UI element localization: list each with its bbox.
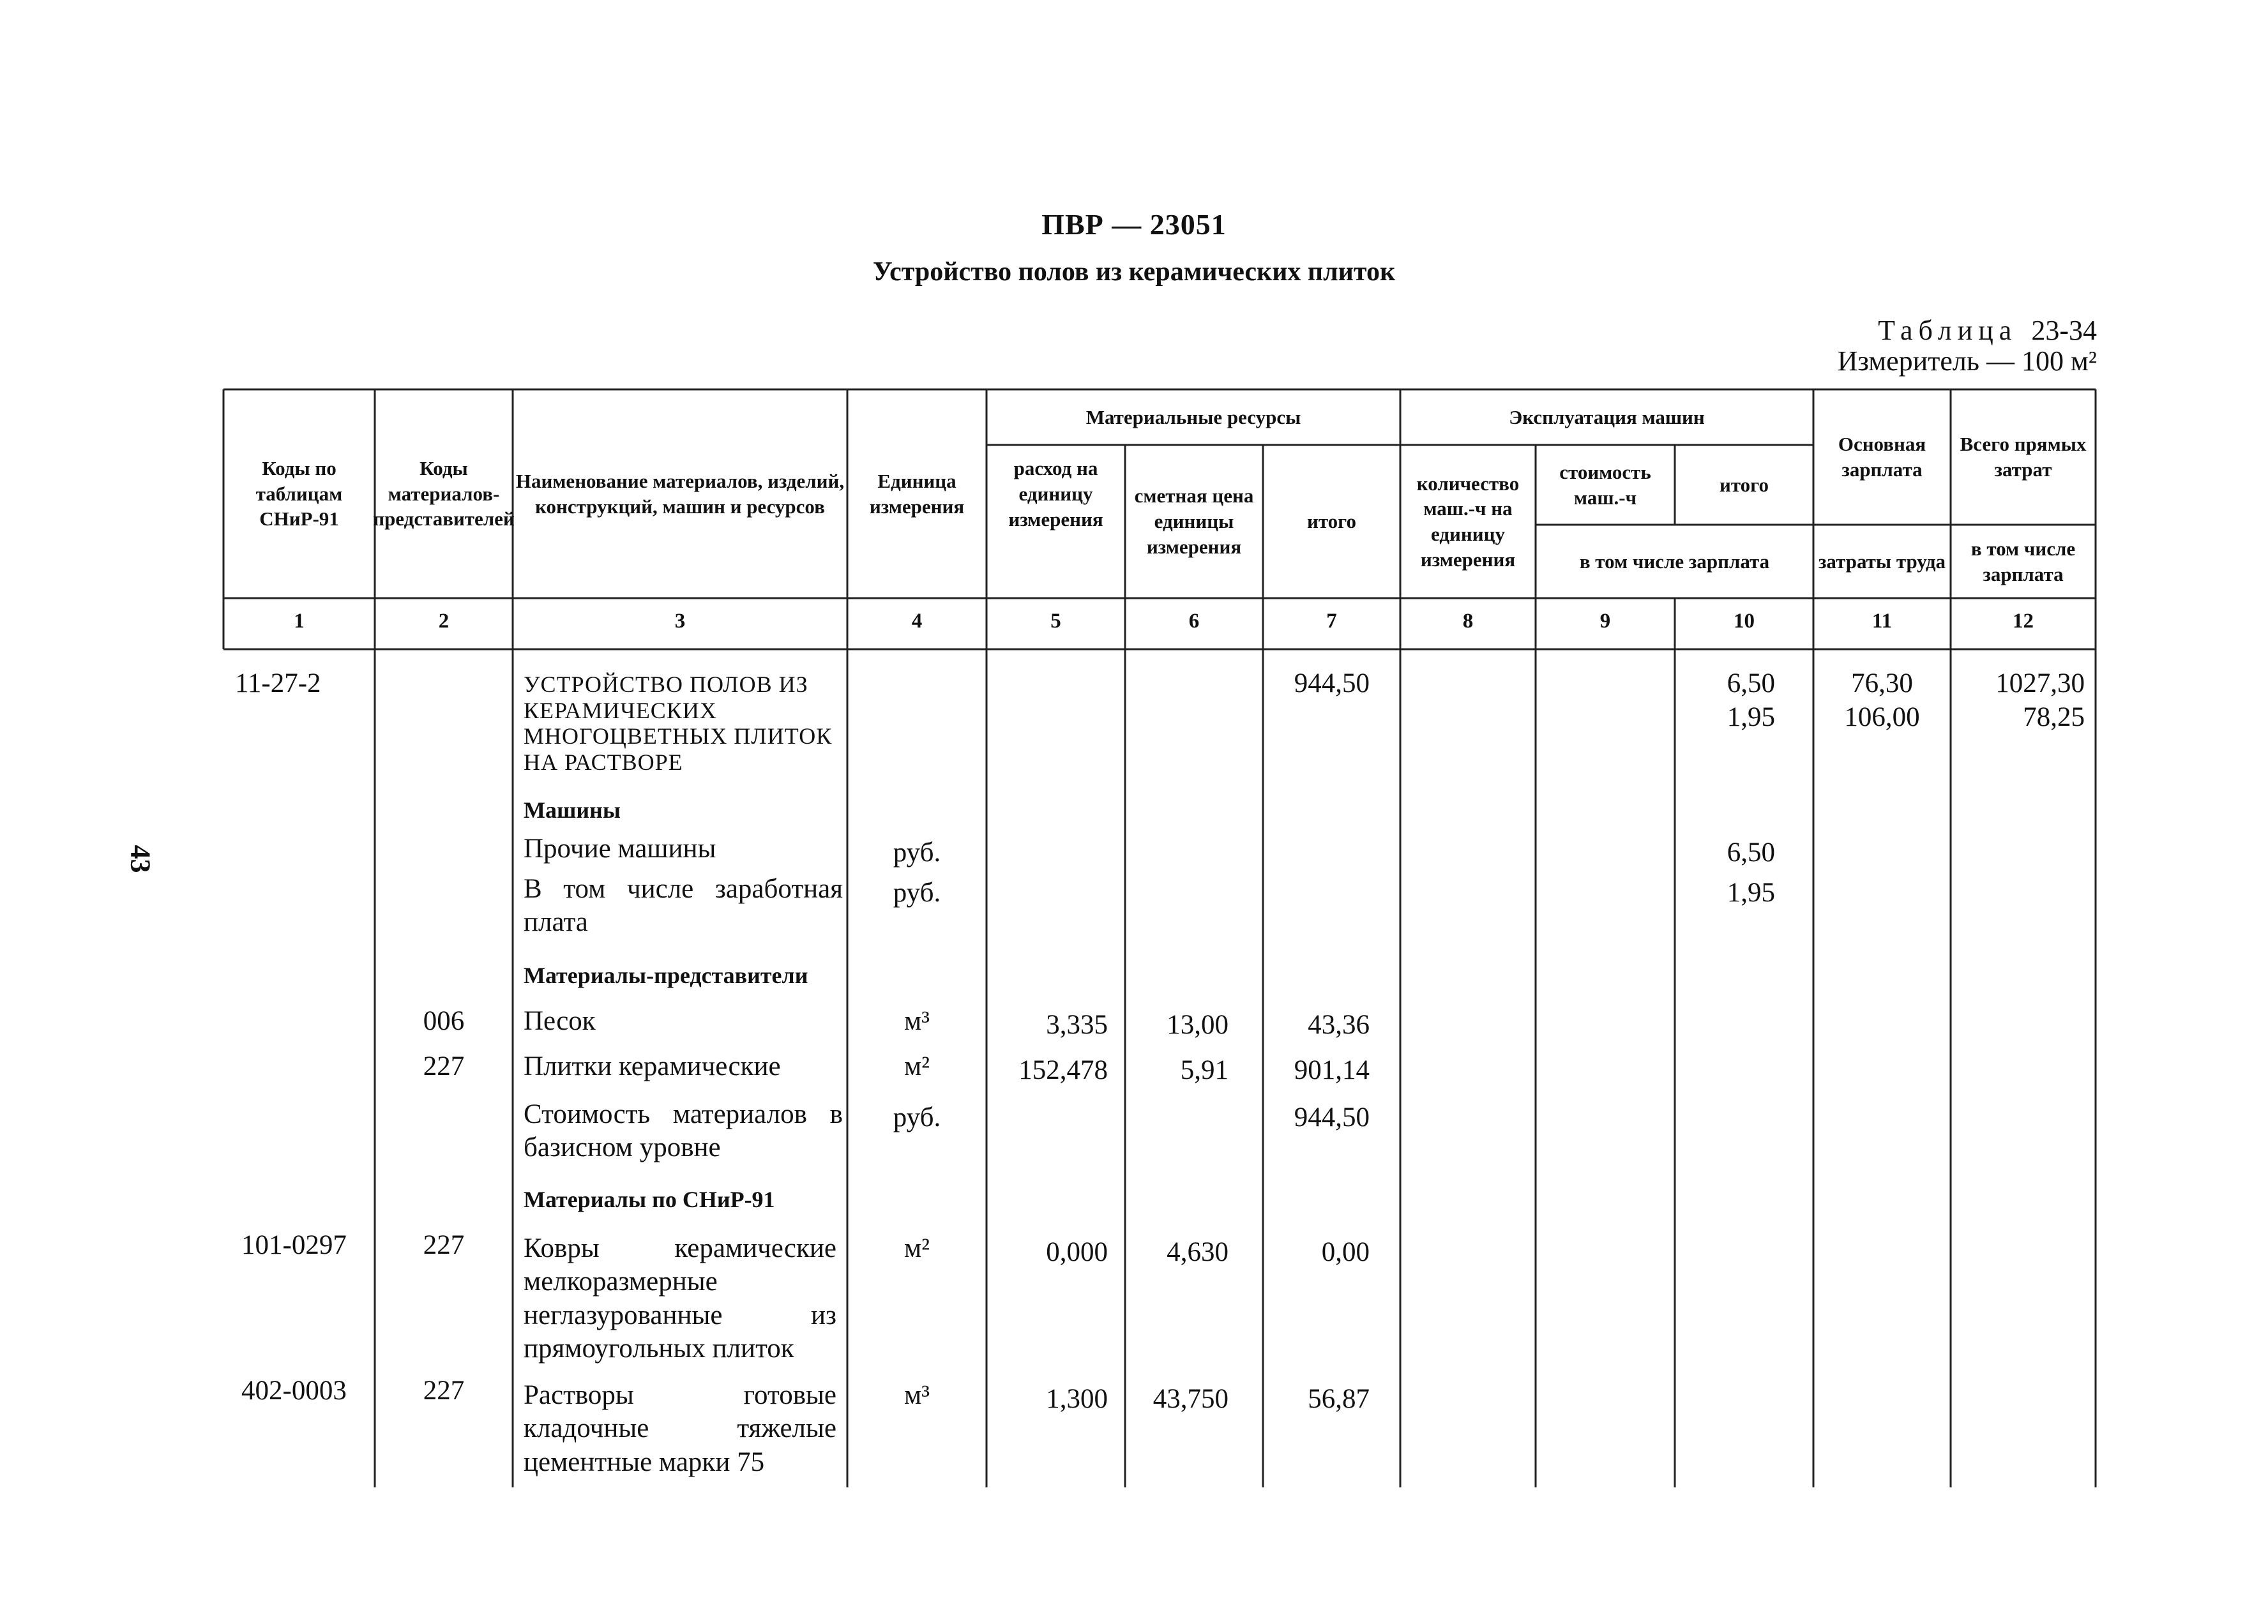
header-col4: Единица измерения <box>869 469 965 518</box>
main-item-direct-total: 1027,30 <box>1995 668 2085 698</box>
column-number: 2 <box>438 610 450 633</box>
snip-unit: м³ <box>903 1380 930 1410</box>
snip-price: 4,630 <box>1167 1237 1228 1267</box>
header-group-materials: Материальные ресурсы <box>1085 405 1301 428</box>
header-col7: итого <box>1307 510 1356 533</box>
column-number: 1 <box>294 610 305 633</box>
column-number: 3 <box>674 610 686 633</box>
representative-rate: 152,478 <box>1018 1055 1108 1085</box>
snip-rate: 0,000 <box>1046 1237 1108 1267</box>
representative-price: 5,91 <box>1180 1055 1228 1085</box>
snip-rate: 1,300 <box>1046 1384 1108 1414</box>
machine-name: В том числе заработная плата <box>524 874 843 937</box>
snip-code: 101-0297 <box>241 1230 347 1260</box>
header-col5: расход на единицу измерения <box>1008 457 1103 530</box>
main-item-machines-salary: 1,95 <box>1727 702 1775 732</box>
machine-name: Прочие машины <box>524 834 716 864</box>
column-number: 9 <box>1599 610 1611 633</box>
header-col12: Всего прямых затрат <box>1960 433 2087 481</box>
column-number: 12 <box>2013 610 2034 633</box>
snip-total: 0,00 <box>1321 1237 1370 1267</box>
column-number: 4 <box>911 610 923 633</box>
column-number: 7 <box>1326 610 1337 633</box>
snip-code: 402-0003 <box>241 1376 347 1406</box>
meter-label: Измеритель — 100 м² <box>1837 345 2097 377</box>
header-col11: Основная зарплата <box>1838 433 1926 481</box>
representative-name: Стоимость материалов в базисном уровне <box>524 1099 843 1162</box>
machine-unit: руб. <box>893 878 941 908</box>
header-col2: Коды материалов-представителей <box>373 456 515 530</box>
snip-total: 56,87 <box>1308 1384 1370 1414</box>
machine-unit: руб. <box>893 838 941 868</box>
main-item-direct-salary: 78,25 <box>2023 702 2085 732</box>
header-col6: сметная цена единицы измерения <box>1134 485 1254 558</box>
section-representatives: Материалы-представители <box>524 963 808 988</box>
document-code: ПВР — 23051 <box>1041 208 1227 241</box>
table-word: Таблица <box>1878 315 2018 346</box>
header-col9: стоимость маш.-ч <box>1559 460 1651 509</box>
header-col10: итого <box>1720 473 1769 496</box>
header-group-machines: Эксплуатация машин <box>1509 405 1705 428</box>
column-number: 11 <box>1871 610 1893 633</box>
snip-name: Растворы готовые кладочные тяжелые цементные марки 75 <box>524 1380 836 1477</box>
column-number: 8 <box>1462 610 1474 633</box>
representative-unit: руб. <box>893 1102 941 1132</box>
representative-code: 227 <box>423 1051 465 1081</box>
snip-unit: м² <box>903 1233 930 1263</box>
header-col9-10-sub: в том числе зарплата <box>1579 550 1770 573</box>
representative-total: 901,14 <box>1294 1055 1370 1085</box>
representative-name: Плитки керамические <box>524 1051 781 1081</box>
snip-representative-code: 227 <box>423 1230 465 1260</box>
document-title: Устройство полов из керамических плиток <box>872 257 1396 287</box>
snip-price: 43,750 <box>1153 1384 1228 1414</box>
section-machines: Машины <box>524 797 621 823</box>
main-item-base-salary: 76,30 <box>1851 668 1913 698</box>
representative-name: Песок <box>524 1006 596 1036</box>
snip-name: Ковры керамические мелкоразмерные неглазурованные из прямоугольных плиток <box>524 1233 836 1364</box>
header-col8: количество маш.-ч на единицу измерения <box>1416 472 1520 571</box>
representative-unit: м³ <box>903 1006 930 1036</box>
page-number: 43 <box>125 845 156 873</box>
representative-price: 13,00 <box>1167 1010 1228 1040</box>
main-item-total-materials: 944,50 <box>1294 668 1370 698</box>
main-item-labor: 106,00 <box>1844 702 1920 732</box>
representative-total: 944,50 <box>1294 1102 1370 1132</box>
header-col11-sub: затраты труда <box>1818 550 1946 573</box>
snip-representative-code: 227 <box>423 1376 465 1406</box>
representative-total: 43,36 <box>1308 1010 1370 1040</box>
machine-total: 6,50 <box>1727 838 1775 868</box>
header-col3: Наименование материалов, изделий, конструкций, машин и ресурсов <box>515 469 845 518</box>
representative-unit: м² <box>903 1051 930 1081</box>
main-item-machines-total: 6,50 <box>1727 668 1775 698</box>
main-item-code: 11-27-2 <box>235 668 321 698</box>
column-number: 5 <box>1050 610 1061 633</box>
representative-rate: 3,335 <box>1046 1010 1108 1040</box>
section-snip: Материалы по СНиР-91 <box>524 1187 775 1212</box>
main-item-name: УСТРОЙСТВО ПОЛОВ ИЗ КЕРАМИЧЕСКИХ МНОГОЦВЕТНЫХ ПЛИТОК НА РАСТВОРЕ <box>524 672 833 776</box>
table-label <box>1878 314 2097 347</box>
column-number: 10 <box>1734 610 1755 633</box>
representative-code: 006 <box>423 1006 465 1036</box>
table-number: 23-34 <box>2031 315 2097 346</box>
header-col1: Коды по таблицам СНиР-91 <box>255 456 343 530</box>
column-number: 6 <box>1188 610 1200 633</box>
header-col12-sub: в том числе зарплата <box>1970 537 2076 585</box>
machine-total: 1,95 <box>1727 878 1775 908</box>
